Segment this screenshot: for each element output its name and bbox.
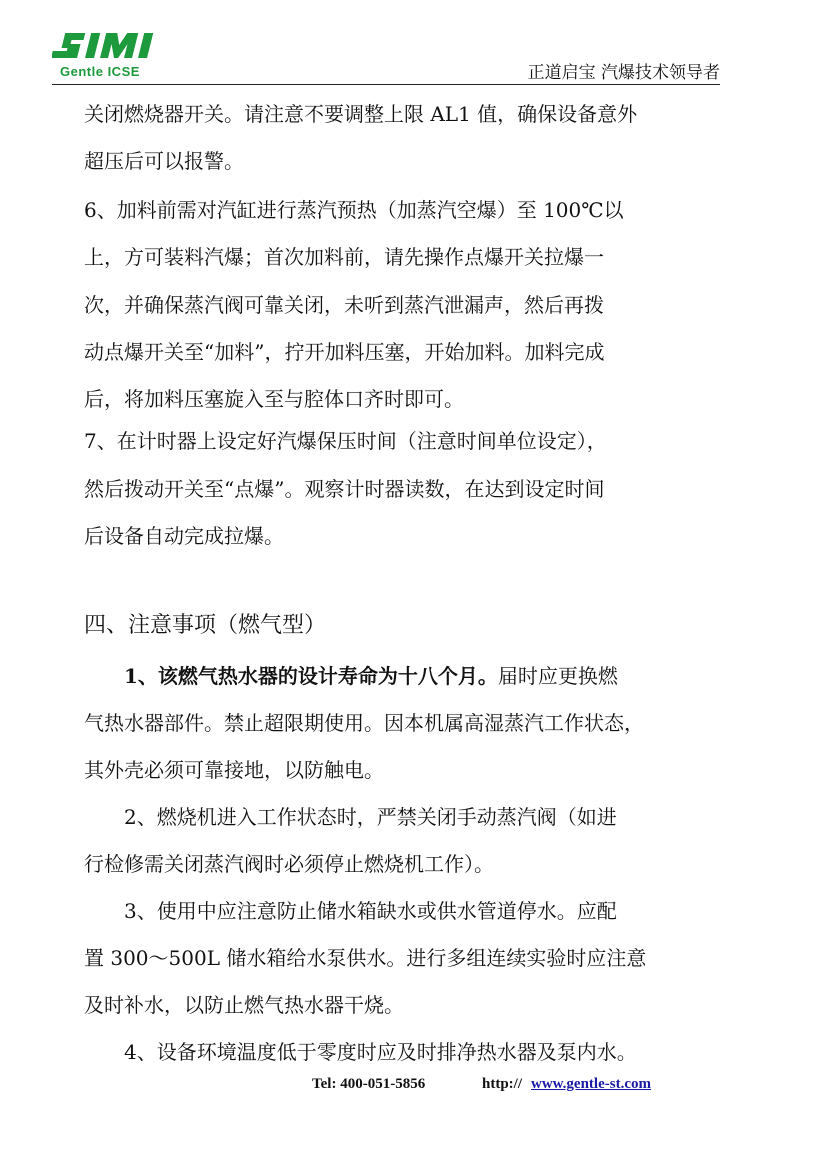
note-3-line-2: 置 300～500L 储水箱给水泵供水。进行多组连续实验时应注意 [84,946,647,970]
logo-mark-icon [52,30,192,62]
section-heading: 四、注意事项（燃气型） [84,613,327,638]
note-1-emphasis: 1、该燃气热水器的设计寿命为十八个月。 [84,664,498,688]
text-line: 超压后可以报警。 [84,149,244,173]
text-line: 7、在计时器上设定好汽爆保压时间（注意时间单位设定）， [84,429,607,453]
footer-phone: Tel: 400-051-5856 [312,1076,426,1092]
note-2-line-1: 2、燃烧机进入工作状态时，严禁关闭手动蒸汽阀（如进 [84,805,617,829]
text-line: 次，并确保蒸汽阀可靠关闭，未听到蒸汽泄漏声，然后再拨 [84,293,604,317]
footer-http-label: http:// [482,1076,523,1092]
footer-website-link[interactable]: www.gentle-st.com [531,1076,651,1092]
header-divider [52,84,720,85]
note-3-line-1: 3、使用中应注意防止储水箱缺水或供水管道停水。应配 [84,899,617,923]
header-slogan: 正道启宝 汽爆技术领导者 [527,63,720,83]
note-1-line-2: 气热水器部件。禁止超限期使用。因本机属高湿蒸汽工作状态， [84,711,644,735]
text-line: 动点爆开关至“加料”，拧开加料压塞，开始加料。加料完成 [84,340,605,364]
note-1-rest: 届时应更换燃 [497,664,618,688]
text-line: 关闭燃烧器开关。请注意不要调整上限 AL1 值，确保设备意外 [84,102,638,126]
text-line: 上，方可装料汽爆；首次加料前，请先操作点爆开关拉爆一 [84,245,604,269]
text-line: 后，将加料压塞旋入至与腔体口齐时即可。 [84,387,464,411]
note-2-line-2: 行检修需关闭蒸汽阀时必须停止燃烧机工作）。 [84,852,494,876]
note-3-line-3: 及时补水，以防止燃气热水器干烧。 [84,993,404,1017]
note-1-line-1 [84,663,724,689]
text-line: 6、加料前需对汽缸进行蒸汽预热（加蒸汽空爆）至 100℃以 [84,198,624,222]
logo-subtitle: Gentle ICSE [60,64,140,79]
text-line: 后设备自动完成拉爆。 [84,524,284,548]
company-logo [52,30,192,82]
text-line: 然后拨动开关至“点爆”。观察计时器读数，在达到设定时间 [84,477,605,501]
note-4-line-1: 4、设备环境温度低于零度时应及时排净热水器及泵内水。 [84,1040,637,1064]
note-1-line-3: 其外壳必须可靠接地，以防触电。 [84,758,384,782]
